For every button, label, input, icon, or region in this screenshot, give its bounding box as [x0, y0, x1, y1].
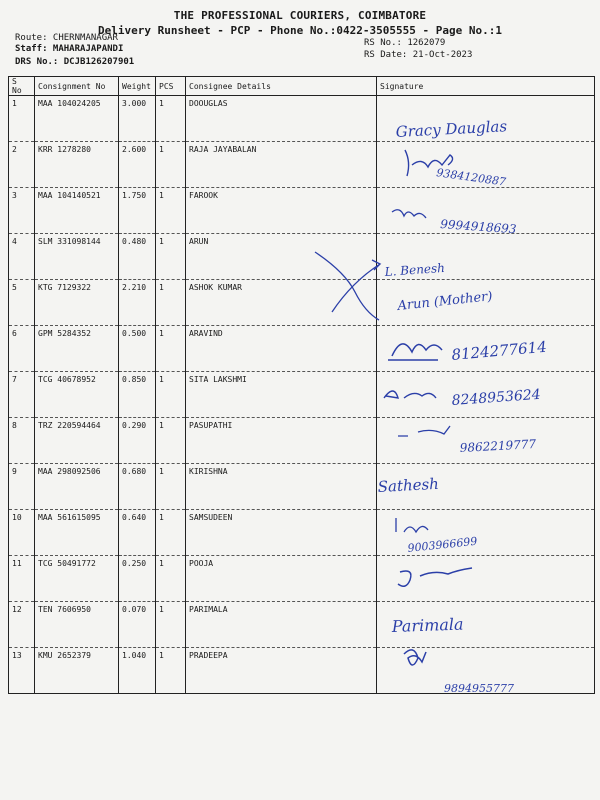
pcs-cell: 1	[156, 648, 186, 694]
consignment-cell: MAA 298092506	[35, 464, 119, 510]
consignment-cell: MAA 561615095	[35, 510, 119, 556]
signature-cell	[377, 418, 595, 464]
signature-cell	[377, 556, 595, 602]
consignee-cell: ARUN	[186, 234, 377, 280]
col-consignment-header: Consignment No	[35, 77, 119, 96]
table-row	[9, 648, 595, 694]
phone-note: 9894955777	[444, 682, 514, 695]
sno-cell: 8	[9, 418, 35, 464]
weight-cell: 0.850	[119, 372, 156, 418]
weight-cell: 0.070	[119, 602, 156, 648]
pcs-cell: 1	[156, 142, 186, 188]
pcs-cell: 1	[156, 96, 186, 142]
consignment-cell: TCG 50491772	[35, 556, 119, 602]
consignment-cell: MAA 104024205	[35, 96, 119, 142]
pcs-cell: 1	[156, 418, 186, 464]
consignee-cell: POOJA	[186, 556, 377, 602]
rs-number: RS No.: 1262079	[364, 38, 446, 48]
phone-note: 9384120887	[435, 166, 507, 189]
staff-label: Staff: MAHARAJAPANDI	[15, 44, 124, 54]
consignee-cell: PARIMALA	[186, 602, 377, 648]
signature-text: Sathesh	[377, 474, 440, 496]
table-row	[9, 142, 595, 188]
pcs-cell: 1	[156, 326, 186, 372]
table-row	[9, 464, 595, 510]
table-row	[9, 372, 595, 418]
signature-text: Parimala	[391, 614, 464, 636]
consignee-cell: PRADEEPA	[186, 648, 377, 694]
weight-cell: 0.480	[119, 234, 156, 280]
sno-cell: 2	[9, 142, 35, 188]
consignment-cell: KTG 7129322	[35, 280, 119, 326]
consignee-cell: PASUPATHI	[186, 418, 377, 464]
drs-number: DRS No.: DCJB126207901	[15, 57, 135, 67]
company-title: THE PROFESSIONAL COURIERS, COIMBATORE	[173, 9, 427, 22]
consignee-cell: SAMSUDEEN	[186, 510, 377, 556]
sno-cell: 1	[9, 96, 35, 142]
col-sno-header: S No	[9, 77, 35, 96]
weight-cell: 2.210	[119, 280, 156, 326]
consignee-cell: RAJA JAYABALAN	[186, 142, 377, 188]
weight-cell: 0.290	[119, 418, 156, 464]
weight-cell: 2.600	[119, 142, 156, 188]
col-consignee-header: Consignee Details	[186, 77, 377, 96]
pcs-cell: 1	[156, 372, 186, 418]
consignment-cell: TRZ 220594464	[35, 418, 119, 464]
table-header-row	[9, 77, 595, 96]
sno-cell: 10	[9, 510, 35, 556]
sno-cell: 13	[9, 648, 35, 694]
signature-cell	[377, 234, 595, 280]
signature-cell	[377, 464, 595, 510]
signature-cell	[377, 510, 595, 556]
weight-cell: 1.750	[119, 188, 156, 234]
signature-text: L. Benesh	[384, 260, 446, 279]
table-row	[9, 418, 595, 464]
phone-note: 8248953624	[451, 386, 542, 409]
runsheet-table	[8, 76, 595, 694]
sno-cell: 9	[9, 464, 35, 510]
col-signature-header: Signature	[377, 77, 595, 96]
table-row	[9, 556, 595, 602]
consignment-cell: TCG 40678952	[35, 372, 119, 418]
pcs-cell: 1	[156, 556, 186, 602]
signature-text: Gracy Dauglas	[395, 117, 508, 141]
runsheet-title: Delivery Runsheet - PCP - Phone No.:0422-3505555 - Page No.:1	[98, 24, 502, 37]
sno-cell: 7	[9, 372, 35, 418]
weight-cell: 3.000	[119, 96, 156, 142]
weight-cell: 1.040	[119, 648, 156, 694]
table-row	[9, 234, 595, 280]
signature-cell	[377, 602, 595, 648]
consignee-cell: ASHOK KUMAR	[186, 280, 377, 326]
sno-cell: 12	[9, 602, 35, 648]
sno-cell: 11	[9, 556, 35, 602]
phone-note: 9994918693	[439, 217, 517, 237]
sno-cell: 6	[9, 326, 35, 372]
col-weight-header: Weight	[119, 77, 156, 96]
consignment-cell: KMU 2652379	[35, 648, 119, 694]
table-row	[9, 280, 595, 326]
signature-cell	[377, 280, 595, 326]
phone-note: 9862219777	[459, 437, 537, 455]
signature-cell	[377, 142, 595, 188]
pcs-cell: 1	[156, 602, 186, 648]
consignment-cell: SLM 331098144	[35, 234, 119, 280]
pcs-cell: 1	[156, 464, 186, 510]
consignment-cell: KRR 1278280	[35, 142, 119, 188]
signature-cell	[377, 96, 595, 142]
table-body	[9, 96, 595, 694]
phone-note: 8124277614	[450, 337, 548, 364]
weight-cell: 0.500	[119, 326, 156, 372]
table-row	[9, 96, 595, 142]
signature-text: Arun (Mother)	[396, 289, 494, 314]
col-pcs-header: PCS	[156, 77, 186, 96]
pcs-cell: 1	[156, 188, 186, 234]
route-label: Route: CHERNMANAGAR	[15, 33, 118, 43]
table-row	[9, 602, 595, 648]
consignee-cell: DOOUGLAS	[186, 96, 377, 142]
consignment-cell: MAA 104140521	[35, 188, 119, 234]
signature-cell	[377, 372, 595, 418]
signature-cell	[377, 188, 595, 237]
weight-cell: 0.680	[119, 464, 156, 510]
phone-note: 9003966699	[406, 534, 478, 555]
weight-cell: 0.250	[119, 556, 156, 602]
consignment-cell: TEN 7606950	[35, 602, 119, 648]
consignee-cell: FAROOK	[186, 188, 377, 234]
sno-cell: 3	[9, 188, 35, 234]
table-row	[9, 510, 595, 556]
sno-cell: 5	[9, 280, 35, 326]
pcs-cell: 1	[156, 510, 186, 556]
consignment-cell: GPM 5284352	[35, 326, 119, 372]
signature-cell	[377, 326, 595, 372]
weight-cell: 0.640	[119, 510, 156, 556]
table-row	[9, 188, 595, 234]
pcs-cell: 1	[156, 280, 186, 326]
consignee-cell: ARAVIND	[186, 326, 377, 372]
table-row	[9, 326, 595, 372]
pcs-cell: 1	[156, 234, 186, 280]
sno-cell: 4	[9, 234, 35, 280]
rs-date: RS Date: 21-Oct-2023	[364, 50, 473, 60]
signature-cell	[377, 648, 595, 694]
consignee-cell: KIRISHNA	[186, 464, 377, 510]
consignee-cell: SITA LAKSHMI	[186, 372, 377, 418]
